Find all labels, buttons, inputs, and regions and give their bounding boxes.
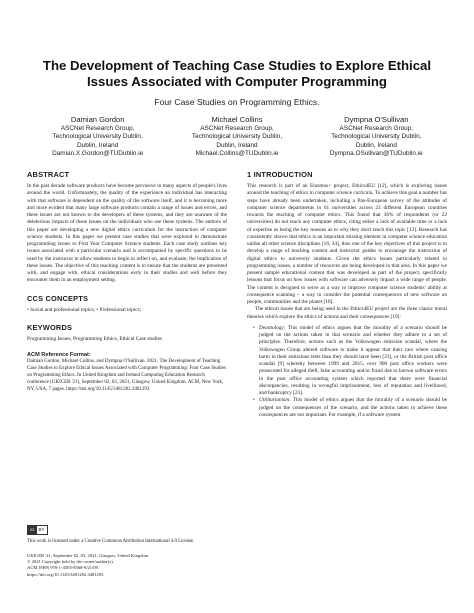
- paper-subtitle: Four Case Studies on Programming Ethics.: [154, 97, 320, 107]
- license-text: This work is licensed under a Creative Commons Attribution International 4.0 License.: [27, 539, 195, 544]
- publication-copyright: © 2021 Copyright held by the owner/author(s).: [27, 559, 114, 565]
- paper-title: The Development of Teaching Case Studies to Explore Ethical Issues Associated with Computer Programming: [42, 58, 432, 89]
- ethics-theory-list: [247, 325, 447, 419]
- author-affiliation: ASCNet Research Group,: [60, 125, 135, 132]
- author-name: Michael Collins: [211, 115, 263, 124]
- list-item-lead: Utilitarianism:: [259, 397, 291, 404]
- author-block: [28, 115, 446, 159]
- cc-by-badge[interactable]: [27, 525, 48, 535]
- author-location: Dublin, Ireland: [77, 141, 119, 149]
- list-item-text: This model of ethics argues that the morality of a scenario should be judged on the actions taken in that scenario and whether they adhere to a set of principles. Therefore, actions such as the Volkswagen emission scandal, where the Volkswagen Group altered software to make it appear that their cars where causing harm in their emissions tests than they should have been [23], or the British post office scandal [9] whereby between 1999 and 2015, over 900 post office workers were prosecuted for alleged theft, false accounting and/or fraud due to known software errors in the post office accounting system which reported that there were financial discrepancies, resulting in wrongful imprisonment, loss of reputation and livelihood, and bankruptcy [23].: [259, 324, 447, 396]
- acm-reference-heading: ACM Reference Format:: [27, 351, 91, 358]
- publication-info: [27, 553, 227, 578]
- author-affiliation: Technological University Dublin,: [331, 133, 422, 141]
- publication-venue: UKICER '21, September 02, 03, 2021, Glasgow, United Kingdom: [27, 553, 149, 558]
- author-affiliation: Technological University Dublin,: [191, 133, 283, 141]
- right-column: [247, 170, 447, 419]
- author-name: Damian Gordon: [70, 115, 125, 124]
- list-item-lead: Deontology:: [259, 324, 286, 331]
- left-column: [27, 170, 227, 393]
- author-1: [28, 115, 167, 159]
- author-affiliation: ASCNet Research Group,: [339, 125, 414, 132]
- author-location: Dublin, Ireland: [355, 141, 397, 149]
- author-2: [167, 115, 306, 159]
- author-location: Dublin, Ireland: [216, 141, 258, 149]
- author-name: Dympna O'Sullivan: [344, 115, 409, 124]
- ccs-text: • Social and professional topics; • Professional topics;: [27, 306, 142, 313]
- author-affiliation: Technological University Dublin,: [52, 133, 143, 141]
- keywords-text: Programming Issues, Programming Ethics, Ethical Case studies: [27, 335, 163, 342]
- author-email[interactable]: Dympna.OSullivan@TUDublin.ie: [329, 150, 423, 158]
- abstract-heading: ABSTRACT: [27, 170, 70, 179]
- author-affiliation: ASCNet Research Group,: [200, 125, 274, 132]
- introduction-paragraph-1: This research is part of an Erasmus+ project, Ethics4EU [12], which is exploring issues around the teaching of ethics in computer science curricula. To achieve this goal a number has steps have already been undertaken, including a Pan-European survey of the attitudes of computer science departments in 61 universities across 23 different European countries towards the teaching of computer ethics. This found that 36% of respondents (or 22 universities) do not teach any computer ethics, citing either a lack of available time or a lack of expertise as being the key reasons as to why they don't teach this topic [13]. Research has consistently shown that ethics is an important missing element in computer science education unlike all other science disciplines [16, 34], thus one of the key objectives of this project is to develop a range of teaching content and instructor guides to encourage the instruction of digital ethics to university students. Given the ethics issues particularly related to programming issues, a number of resources are being developed in that area. In this paper we present sample educational content that was developed as part of the project, specifically lessons that focus on how issues with software can adversely impact a wide range of people. The content is designed to serve as a way to improve computer science students' ability at consequence scanning – a way to consider the potential consequences of new software on people, communities and the planet [10].: [247, 183, 447, 305]
- ccs-heading: CCS CONCEPTS: [27, 293, 89, 303]
- list-item: [253, 325, 447, 398]
- introduction-paragraph-2: The ethical issues that are being used in the Ethics4EU project are the three classic moral theories which explore the ethics of actions and their consequences [19]:: [247, 306, 447, 320]
- abstract-text: In the past decade software products have become pervasive in many aspects of people's lives around the world. Unfortunately, the quality of the experience an individual has interacting with that software is dependent on the quality of the software itself, and it is becoming more and more evident that many large software products contain a range of issues and errors, and these issues are not known to the developers of these systems, and they are unaware of the deleterious impacts of these issues on the individuals who use these systems. The authors of this paper are developing a new digital ethics curriculum for the instruction of computer science students. In this paper we present case studies that were explored to demonstrate programming issues to First Year Computer Science students. Each case study outlines key issues associated with a particular scenario and is accompanied by specific questions to be used by the instructor to allow students to begin to reflect on, and evaluate, the implication of these issues. The objective of this teaching content is to ensure that the students are presented with, and engage with, ethical considerations early in their studies and well before they encounter them in an employment setting.: [27, 183, 227, 284]
- acm-reference-text: Damian Gordon, Michael Collins, and Dympna O'Sullivan. 2021. The Development of Teaching Case Studies to Explore Ethical Issues Associated with Computer Programming: Four Case Studies on Programming Ethics. In United Kingdom and Ireland Computing Education Research conference (UKICER '21), September 02, 03, 2021, Glasgow, United Kingdom. ACM, New York, NY, USA, 7 pages. https://doi.org/10.1145/3481282.3481293: [27, 358, 226, 392]
- license-block: [27, 518, 227, 578]
- publication-doi[interactable]: https://doi.org/10.1145/3481282.3481293: [27, 571, 104, 577]
- author-email[interactable]: Michael.Collins@TUDublin.ie: [195, 150, 279, 158]
- list-item: [253, 397, 447, 419]
- publication-isbn: ACM ISBN 978-1-4503-8568-9/21/09.: [27, 565, 100, 571]
- cc-badge-left: cc: [30, 527, 35, 532]
- author-email[interactable]: Damian.X.Gordon@TUDublin.ie: [52, 150, 144, 158]
- author-3: [307, 115, 446, 159]
- list-item-text: This model of ethics argues that the morality of a scenario should be judged on the consequences of the scenario, and the actions taken to achieve these consequences are not important. For example, if a software system: [259, 397, 447, 418]
- introduction-heading: 1 INTRODUCTION: [247, 170, 313, 179]
- keywords-heading: KEYWORDS: [27, 322, 73, 332]
- cc-badge-right: BY: [38, 527, 45, 532]
